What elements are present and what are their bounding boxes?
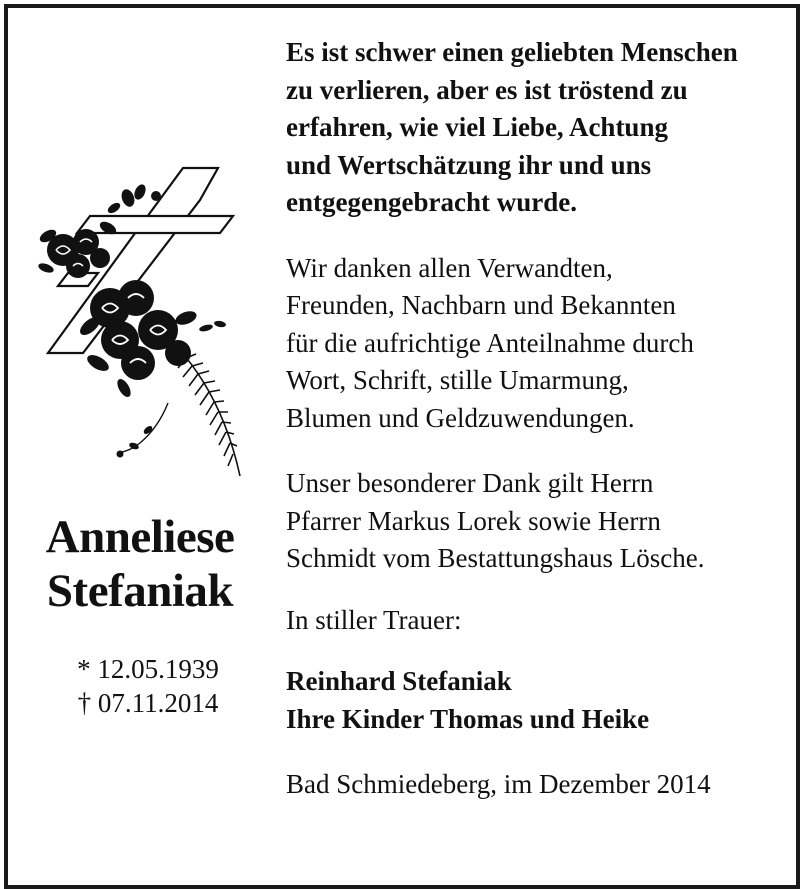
deceased-first-name: Anneliese bbox=[45, 511, 235, 563]
thanks-line: Wort, Schrift, stille Umarmung, bbox=[286, 365, 629, 395]
obituary-frame bbox=[4, 4, 800, 889]
mourners-list bbox=[286, 663, 790, 738]
birth-date: * 12.05.1939 bbox=[77, 654, 219, 684]
thanks-line: für die aufrichtige Anteilnahme durch bbox=[286, 327, 694, 358]
special-thanks-line: Schmidt vom Bestattungshaus Lösche. bbox=[286, 543, 705, 573]
left-column bbox=[8, 8, 278, 885]
deceased-name bbox=[8, 510, 272, 618]
death-date: † 07.11.2014 bbox=[77, 688, 219, 718]
intro-line: zu verlieren, aber es ist tröstend zu bbox=[286, 74, 688, 105]
mourner-name: Ihre Kinder Thomas und Heike bbox=[286, 703, 650, 734]
place-date: Bad Schmiedeberg, im Dezember 2014 bbox=[286, 769, 711, 799]
special-thanks-line: Pfarrer Markus Lorek sowie Herrn bbox=[286, 505, 661, 536]
intro-line: erfahren, wie viel Liebe, Achtung bbox=[286, 112, 668, 142]
mourning-label: In stiller Trauer: bbox=[286, 604, 462, 635]
cross-with-roses-icon bbox=[28, 158, 268, 488]
thanks-paragraph bbox=[286, 250, 790, 438]
right-column bbox=[286, 34, 790, 804]
special-thanks-line: Unser besonderer Dank gilt Herrn bbox=[286, 468, 654, 498]
thanks-line: Wir danken allen Verwandten, bbox=[286, 252, 613, 283]
intro-paragraph bbox=[286, 34, 790, 222]
intro-line: entgegengebracht wurde. bbox=[286, 187, 577, 217]
life-dates bbox=[8, 652, 288, 720]
special-thanks-paragraph bbox=[286, 465, 790, 578]
intro-line: und Wertschätzung ihr und uns bbox=[286, 149, 652, 180]
thanks-line: Blumen und Geldzuwendungen. bbox=[286, 402, 635, 433]
intro-line: Es ist schwer einen geliebten Menschen bbox=[286, 37, 738, 67]
mourner-name: Reinhard Stefaniak bbox=[286, 666, 512, 696]
deceased-last-name: Stefaniak bbox=[46, 565, 234, 617]
thanks-line: Freunden, Nachbarn und Bekannten bbox=[286, 290, 676, 320]
